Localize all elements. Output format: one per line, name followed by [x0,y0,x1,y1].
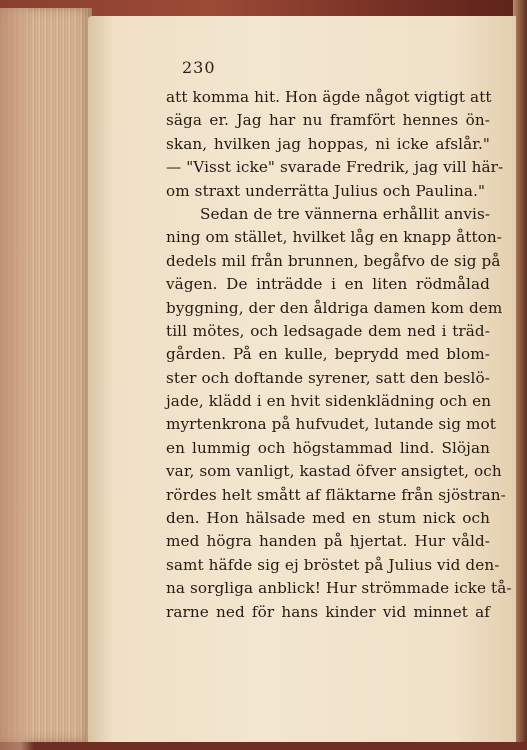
text-line: jade, klädd i en hvit sidenklädning och en [166,392,492,411]
text-line: den. Hon hälsade med en stum nick och [166,509,490,528]
text-line: säga er. Jag har nu framfört hennes ön- [166,111,490,130]
text-line: dedels mil från brunnen, begåfvo de sig på [166,251,501,270]
text-line: na sorgliga anblick! Hur strömmade icke tå- [166,579,512,598]
text-line: var, som vanligt, kastad öfver ansigtet, och [166,462,502,481]
page-edges-shadow [0,8,34,750]
text-line: rördes helt smått af fläktarne från sjöstran- [166,485,506,504]
text-line: gården. På en kulle, beprydd med blom- [166,345,490,364]
text-line: myrtenkrona på hufvudet, lutande sig mot [166,415,496,434]
page-number: 230 [182,58,216,77]
text-line: en lummig och högstammad lind. Slöjan [166,438,490,457]
text-line: rarne ned för hans kinder vid minnet af [166,602,490,621]
body-text [166,86,512,624]
text-line-paragraph-start: Sedan de tre vännerna erhållit anvis- [200,204,491,223]
text-line: byggning, der den åldriga damen kom dem [166,298,503,317]
page-edges [0,8,92,742]
text-line: — "Visst icke" svarade Fredrik, jag vill här- [166,158,504,177]
text-line: ster och doftande syrener, satt den beslö- [166,368,490,387]
text-line: om straxt underrätta Julius och Paulina." [166,181,486,200]
text-line: ning om stället, hvilket låg en knapp åtton- [166,228,503,247]
text-line: samt häfde sig ej bröstet på Julius vid den- [166,555,500,574]
text-line: med högra handen på hjertat. Hur våld- [166,532,490,551]
text-line: vägen. De inträdde i en liten rödmålad [166,275,490,294]
text-line: att komma hit. Hon ägde något vigtigt att [166,88,492,106]
text-line: skan, hvilken jag hoppas, ni icke afslår." [166,134,490,153]
text-line: till mötes, och ledsagade dem ned i träd- [166,321,490,340]
